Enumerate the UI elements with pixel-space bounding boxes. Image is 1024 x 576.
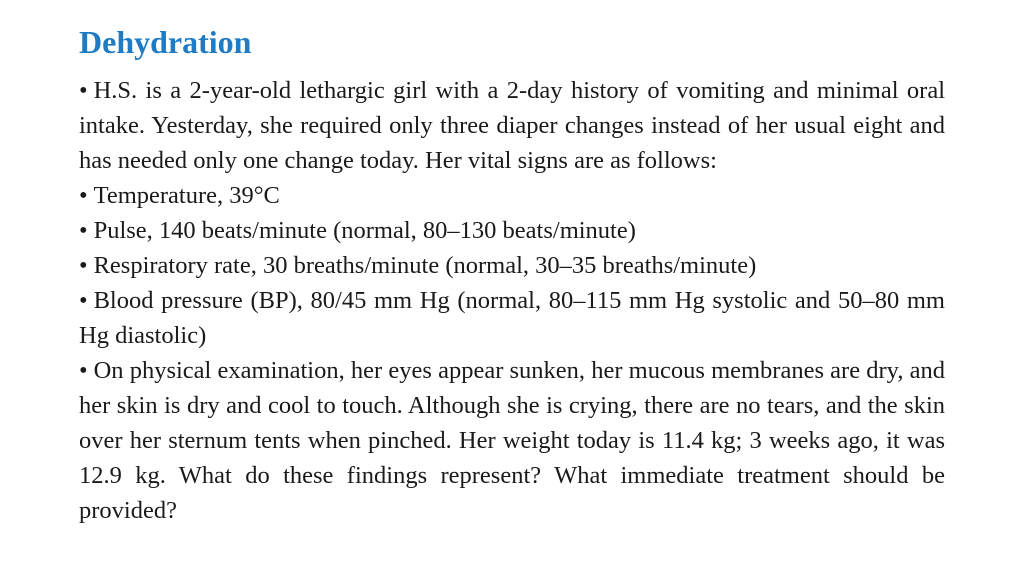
bullet-icon: • xyxy=(79,252,88,279)
paragraph-text: On physical examination, her eyes appear sunken, her mucous membranes are dry, and her skin is dry and cool to touch. Although she is crying, there are no tears, and the skin over her sternum tents when pinched. Her weight today is 11.4 kg; 3 weeks ago, it was 12.9 kg. What do these findings represent? What immediate treatment should be provided? xyxy=(79,357,945,524)
temperature-item xyxy=(79,178,945,213)
bullet-icon: • xyxy=(79,182,88,209)
slide-title: Dehydration xyxy=(79,24,252,60)
paragraph-text: Pulse, 140 beats/minute (normal, 80–130 beats/minute) xyxy=(93,217,636,244)
bullet-icon: • xyxy=(79,287,88,314)
blood-pressure-item xyxy=(79,283,945,353)
paragraph-text: Respiratory rate, 30 breaths/minute (normal, 30–35 breaths/minute) xyxy=(93,252,757,279)
bullet-icon: • xyxy=(79,217,88,244)
bullet-icon: • xyxy=(79,77,88,104)
paragraph-text: Blood pressure (BP), 80/45 mm Hg (normal, 80–115 mm Hg systolic and 50–80 mm Hg diastolic) xyxy=(79,287,945,349)
pulse-item xyxy=(79,213,945,248)
paragraph-text: Temperature, 39°C xyxy=(93,182,280,209)
bullet-icon: • xyxy=(79,357,88,384)
physical-exam-paragraph xyxy=(79,353,945,528)
respiratory-rate-item xyxy=(79,248,945,283)
slide-body xyxy=(79,73,945,528)
paragraph-text: H.S. is a 2-year-old lethargic girl with a 2-day history of vomiting and minimal oral intake. Yesterday, she required only three diaper changes instead of her usual eight and has needed only one change today. Her vital signs are as follows: xyxy=(79,77,945,174)
case-description-paragraph xyxy=(79,73,945,178)
